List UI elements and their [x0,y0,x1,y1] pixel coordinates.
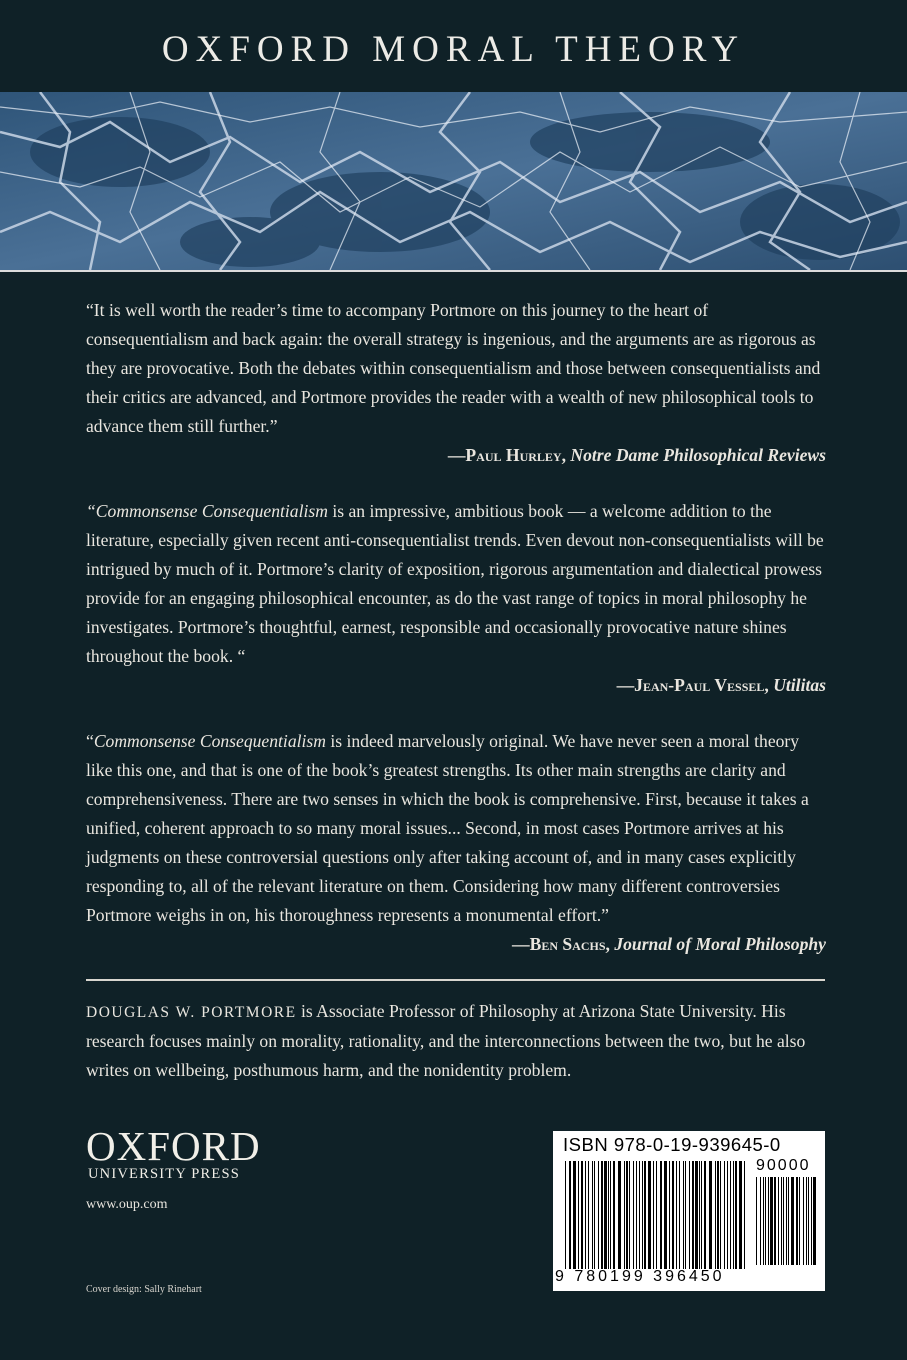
bio-text: is Associate Professor of Philosophy at Arizona State University. His research focuses mainly on morality, rationality, and the interconnections between the two, but he also writes on wellbeing, posthumous harm, and the nonidentity problem. [86,1001,806,1080]
barcode-bar [578,1161,579,1269]
barcode-bar [565,1161,566,1269]
barcode-bar [768,1177,769,1265]
barcode-bar [626,1161,628,1269]
author-name: DOUGLAS W. PORTMORE [86,1004,297,1021]
quote-attribution [86,671,826,700]
barcode-bar [685,1161,686,1269]
barcode-bar [715,1161,716,1269]
publisher-url[interactable]: www.oup.com [86,1197,168,1212]
barcode-bar [636,1161,637,1269]
barcode-bar [648,1161,651,1269]
review-quote-1 [86,296,826,470]
barcode-bar [811,1177,812,1265]
open-quote: “ [86,731,94,751]
barcode-bar [594,1161,595,1269]
price-code: 90000 [756,1157,811,1174]
barcode-bar [653,1161,654,1269]
barcode-bar [644,1161,646,1269]
main-barcode [565,1161,747,1269]
barcode-bar [683,1161,684,1269]
cover-credit: Cover design: Sally Rinehart [86,1284,202,1295]
isbn-text: ISBN 978-0-19-939645-0 [563,1134,781,1155]
barcode-bar [774,1177,776,1265]
barcode-bar [608,1161,609,1269]
book-title: Commonsense Consequentialism [93,731,326,751]
author-bio [86,997,826,1085]
marble-texture [0,92,907,270]
barcode-bar [788,1177,789,1265]
barcode-bar [581,1161,583,1269]
barcode-bar [664,1161,667,1269]
review-source: Notre Dame Philosophical Reviews [570,445,826,465]
quote-body: is an impressive, ambitious book — a welcome addition to the literature, especially given recent anti-consequentialist trends. Even devout non-consequentialists will be intrigued by much of it. Portmore’s clarity of exposition, rigorous argumentation and dialectical prowess provide for an engaging philosophical encounter, as do the vast range of topics in moral philosophy he investigates. Portmore’s thoughtful, earnest, responsible and occasionally provocative nature shines throughout the book. “ [86,501,824,666]
ean-number: 9 780199 396450 [555,1268,725,1285]
barcode-bar [604,1161,607,1269]
barcode-bar [730,1161,731,1269]
barcode-bar [727,1161,728,1269]
barcode-bar [724,1161,725,1269]
barcode-bar [733,1161,734,1269]
barcode-bar [676,1161,677,1269]
quote-text [86,497,826,671]
barcode-bar [808,1177,809,1265]
publisher-logo: OXFORD [86,1123,261,1169]
review-quote-3 [86,727,826,959]
barcode-bar [796,1177,798,1265]
barcode-bar [601,1161,603,1269]
divider-line [86,979,825,981]
barcode-bar [765,1177,766,1265]
reviewer-name: —Jean-Paul Vessel, [616,675,769,695]
barcode-bar [679,1161,680,1269]
quote-text: “It is well worth the reader’s time to accompany Portmore on this journey to the heart of consequentialism and back again: the overall strategy is ingenious, and the arguments are as rigorous as they are provocative. Both the debates within consequentialism and those between consequentialists and their critics are advanced, and Portmore provides the reader with a wealth of new philosophical tools to advance them still further.” [86,300,821,436]
barcode-bar [610,1161,611,1269]
barcode-bar [717,1161,719,1269]
review-source: Utilitas [773,675,826,695]
barcode-bar [791,1177,794,1265]
barcode-bar [806,1177,807,1265]
barcode-bar [629,1161,630,1269]
barcode-bar [573,1161,576,1269]
barcode-bar [592,1161,593,1269]
barcode-bar [709,1161,712,1269]
barcode-bar [692,1161,694,1269]
review-quote-2 [86,497,826,700]
barcode-bar [720,1161,721,1269]
barcode-bar [778,1177,779,1265]
barcode-bar [803,1177,804,1265]
publisher-press: UNIVERSITY PRESS [88,1166,241,1182]
barcode-bar [704,1161,706,1269]
barcode-bar [618,1161,621,1269]
marble-image [0,92,907,272]
barcode-bar [739,1161,742,1269]
barcode-bar [695,1161,698,1269]
addon-barcode [756,1177,818,1265]
barcode-bar [669,1161,670,1269]
barcode-bar [569,1161,571,1269]
barcode-bar [672,1161,674,1269]
quote-attribution [86,441,826,470]
barcode-box [553,1131,825,1291]
barcode-bar [588,1161,589,1269]
review-source: Journal of Moral Philosophy [614,934,826,954]
barcode-bar [760,1177,761,1265]
series-title: OXFORD MORAL THEORY [161,29,746,70]
quote-text [86,727,826,930]
reviewer-name: —Ben Sachs, [512,934,610,954]
barcode-bar [744,1161,745,1269]
barcode-bar [786,1177,787,1265]
barcode-bar [642,1161,643,1269]
barcode-bar [689,1161,690,1269]
barcode-bar [770,1177,773,1265]
barcode-bar [701,1161,702,1269]
barcode-bar [783,1177,784,1265]
barcode-bar [699,1161,700,1269]
barcode-bar [585,1161,586,1269]
quote-attribution [86,930,826,959]
book-title: “Commonsense Consequentialism [86,501,328,521]
barcode-bar [813,1177,816,1265]
reviewer-name: —Paul Hurley, [447,445,566,465]
barcode-bar [763,1177,764,1265]
barcode-bar [656,1161,657,1269]
barcode-bar [624,1161,625,1269]
barcode-bar [799,1177,800,1265]
barcode-bar [735,1161,737,1269]
barcode-bar [639,1161,640,1269]
barcode-bar [613,1161,615,1269]
barcode-bar [633,1161,634,1269]
barcode-bar [781,1177,782,1265]
barcode-bar [660,1161,662,1269]
barcode-bar [756,1177,757,1265]
quote-body: is indeed marvelously original. We have never seen a moral theory like this one, and that is one of the book’s greatest strengths. Its other main strengths are clarity and comprehensiveness. There are two senses in which the book is comprehensive. First, because it takes a unified, coherent approach to so many moral issues... Second, in most cases Portmore arrives at his judgments on these controversial questions only after taking account of, and in many cases explicitly responding to, all of the relevant literature on them. Considering how many different controversies Portmore weighs in on, his thoroughness represents a monumental effort.” [86,731,809,925]
barcode-bar [598,1161,599,1269]
